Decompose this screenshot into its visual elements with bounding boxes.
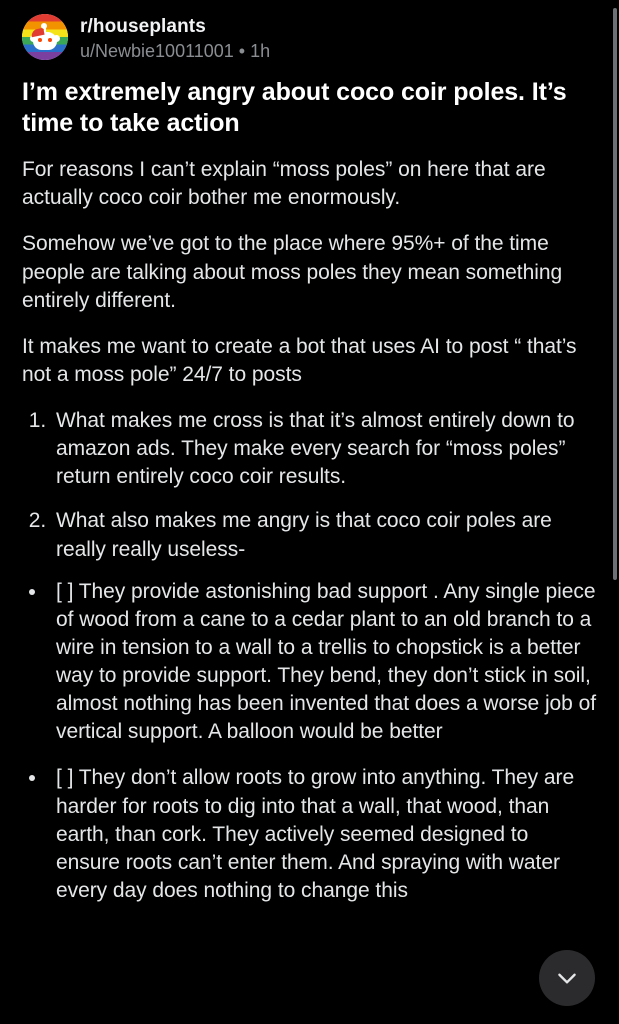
scroll-down-button[interactable] xyxy=(539,950,595,1006)
author-link[interactable]: u/Newbie10011001 xyxy=(80,40,234,61)
scrollbar-thumb[interactable] xyxy=(613,8,617,580)
list-item: 1. What makes me cross is that it’s almost entirely down to amazon ads. They make every search for “moss poles” return entirely coco coir results. xyxy=(52,407,597,491)
post-byline xyxy=(80,40,270,63)
post-header-text xyxy=(80,14,270,63)
bulleted-list xyxy=(22,578,597,905)
chevron-down-icon xyxy=(554,965,580,991)
post-paragraph: Somehow we’ve got to the place where 95%+ of the time people are talking about moss poles they mean something entirely different. xyxy=(22,232,563,312)
page-title: I’m extremely angry about coco coir poles. It’s time to take action xyxy=(22,78,567,137)
list-item: • [ ] They don’t allow roots to grow into anything. They are harder for roots to dig into that a wall, that wood, than earth, than cork. They actively seemed designed to ensure roots can’t enter them. And spraying with water every day does nothing to change this xyxy=(48,764,597,905)
list-item: • [ ] They provide astonishing bad support . Any single piece of wood from a cane to a cedar plant to an old branch to a wire in tension to a wall to a trellis to chopstick is a better way to provide support. They bend, they don’t stick in soil, almost nothing has been invented that does a worse job of vertical support. A balloon would be better xyxy=(48,578,597,747)
post-body xyxy=(22,156,597,905)
post-paragraph: For reasons I can’t explain “moss poles” on here that are actually coco coir bother me enormously. xyxy=(22,158,546,210)
numbered-list xyxy=(22,407,597,564)
post-age: 1h xyxy=(250,40,271,61)
snoo-icon xyxy=(30,23,60,53)
byline-separator: • xyxy=(238,40,246,61)
subreddit-link[interactable]: r/houseplants xyxy=(80,16,206,37)
post-header xyxy=(22,14,597,63)
post-paragraph: It makes me want to create a bot that uses AI to post “ that’s not a moss pole” 24/7 to posts xyxy=(22,334,577,386)
avatar[interactable] xyxy=(22,14,68,60)
list-item: 2. What also makes me angry is that coco coir poles are really really useless- xyxy=(52,507,597,563)
scrollbar[interactable] xyxy=(613,0,617,1024)
